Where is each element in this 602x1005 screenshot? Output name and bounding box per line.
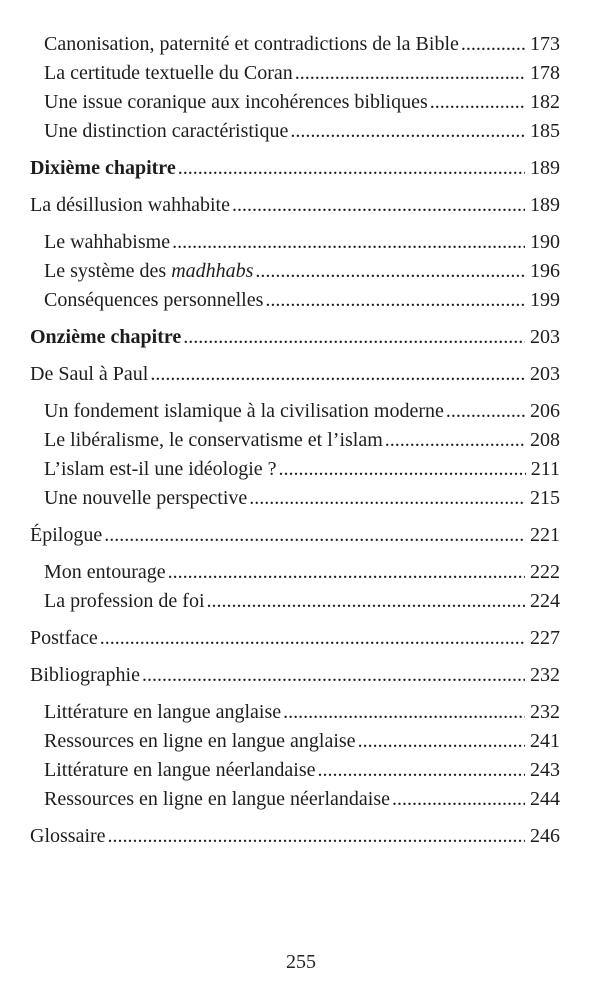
toc-entry-title-text: Canonisation, paternité et contradictions de la Bible — [44, 33, 459, 55]
toc-entry-title-text: Littérature en langue anglaise — [44, 701, 282, 723]
toc-entry-page: 244 — [530, 788, 560, 810]
toc-entry — [30, 154, 560, 183]
toc-entry-title — [44, 88, 428, 117]
toc-entry-page: 173 — [530, 33, 560, 55]
toc-entry-page: 203 — [530, 363, 560, 385]
dot-leader — [277, 455, 526, 484]
toc-entry-title — [30, 822, 106, 851]
toc-entry — [44, 587, 560, 616]
toc-entry-title — [44, 455, 277, 484]
toc-entry — [44, 228, 560, 257]
dot-leader — [383, 426, 525, 455]
toc-entry-title — [44, 785, 390, 814]
toc-entry — [44, 30, 560, 59]
toc-entry-title — [44, 397, 444, 426]
toc-entry-title — [44, 228, 170, 257]
toc-entry — [44, 484, 560, 513]
dot-leader — [288, 117, 525, 146]
toc-entry-title-text: Postface — [30, 627, 98, 649]
toc-entry-page: 232 — [530, 664, 560, 686]
toc-entry-title-text: Épilogue — [30, 524, 103, 546]
toc-entry — [44, 785, 560, 814]
toc-entry — [30, 661, 560, 690]
toc-entry — [44, 257, 560, 286]
toc-entry-page: 222 — [530, 561, 560, 583]
toc-entry — [30, 323, 560, 352]
toc-entry-title — [44, 727, 356, 756]
toc-entry-title — [30, 154, 176, 183]
toc-entry — [30, 822, 560, 851]
toc-entry — [44, 455, 560, 484]
toc-entry-title-italic: madhhabs — [171, 260, 254, 282]
toc-entry-page: 224 — [530, 590, 560, 612]
toc-entry-title — [44, 558, 166, 587]
toc-entry-page: 241 — [530, 730, 560, 752]
toc-entry-page: 215 — [530, 487, 560, 509]
dot-leader — [428, 88, 525, 117]
toc-entry-title-text: Une issue coranique aux incohérences bibliques — [44, 91, 428, 113]
dot-leader — [247, 484, 525, 513]
toc-entry-title — [44, 756, 316, 785]
toc-entry-title-text: La profession de foi — [44, 590, 205, 612]
toc-entry — [44, 88, 560, 117]
dot-leader — [356, 727, 525, 756]
toc-entry — [44, 558, 560, 587]
dot-leader — [444, 397, 525, 426]
dot-leader — [253, 257, 525, 286]
toc-entry-title-text: Une nouvelle perspective — [44, 487, 248, 509]
toc-entry-title-text: Mon entourage — [44, 561, 166, 583]
toc-entry-page: 232 — [530, 701, 560, 723]
toc-entry-page: 243 — [530, 759, 560, 781]
toc-entry-title-text: Conséquences personnelles — [44, 289, 264, 311]
toc-entry-title-text: Le wahhabisme — [44, 231, 171, 253]
toc-entry-page: 208 — [530, 429, 560, 451]
toc-entry-title — [30, 191, 230, 220]
dot-leader — [281, 698, 525, 727]
dot-leader — [98, 624, 525, 653]
toc-entry — [44, 59, 560, 88]
toc-entry-page: 189 — [530, 194, 560, 216]
toc-entry — [44, 286, 560, 315]
dot-leader — [205, 587, 525, 616]
toc-entry-title-text: L’islam est-il une idéologie ? — [44, 458, 277, 480]
dot-leader — [230, 191, 525, 220]
toc-entry-title — [44, 30, 459, 59]
dot-leader — [263, 286, 525, 315]
toc-entry-title — [44, 257, 253, 286]
toc-entry-title — [44, 587, 205, 616]
toc-entry — [30, 521, 560, 550]
toc-entry-title-text: Littérature en langue néerlandaise — [44, 759, 316, 781]
dot-leader — [316, 756, 525, 785]
dot-leader — [176, 154, 525, 183]
toc-entry — [30, 360, 560, 389]
toc-entry-title-text: Le libéralisme, le conservatisme et l’islam — [44, 429, 383, 451]
toc-entry-page: 227 — [530, 627, 560, 649]
toc-entry-title — [44, 59, 293, 88]
toc-entry — [44, 117, 560, 146]
dot-leader — [390, 785, 525, 814]
toc-entry-page: 206 — [530, 400, 560, 422]
toc-entry-title-text: Ressources en ligne en langue néerlandaise — [44, 788, 390, 810]
dot-leader — [140, 661, 525, 690]
toc-entry-title — [30, 323, 181, 352]
toc-entry-page: 221 — [530, 524, 560, 546]
toc-entry-page: 211 — [530, 458, 560, 480]
toc-entry — [30, 191, 560, 220]
dot-leader — [102, 521, 525, 550]
toc-entry-title-text: Glossaire — [30, 825, 106, 847]
toc-entry-title-text: La désillusion wahhabite — [30, 194, 230, 216]
toc-entry — [30, 624, 560, 653]
toc-entry-title — [30, 521, 102, 550]
toc-entry-title — [44, 117, 288, 146]
toc-entry-page: 185 — [530, 120, 560, 142]
toc-entry-title — [44, 698, 281, 727]
toc-entry-title-text: De Saul à Paul — [30, 363, 149, 385]
toc-entry-title-text: Le système des — [44, 260, 172, 282]
toc-entry-title — [30, 360, 148, 389]
toc-entry-title-text: Onzième chapitre — [30, 326, 182, 348]
toc-entry — [44, 756, 560, 785]
toc-entry-title — [44, 484, 247, 513]
toc-entry-title-text: Une distinction caractéristique — [44, 120, 289, 142]
toc-entry-page: 190 — [530, 231, 560, 253]
dot-leader — [459, 30, 525, 59]
toc-entry-page: 196 — [530, 260, 560, 282]
toc-entry — [44, 698, 560, 727]
toc-entry — [44, 397, 560, 426]
toc-entry-title-text: Bibliographie — [30, 664, 140, 686]
toc-entry-title — [30, 661, 140, 690]
toc-entry-page: 246 — [530, 825, 560, 847]
toc-entry-title-text: Dixième chapitre — [30, 157, 176, 179]
toc-entry-page: 178 — [530, 62, 560, 84]
toc-entry-page: 182 — [530, 91, 560, 113]
toc-entry-page: 203 — [530, 326, 560, 348]
folio-page-number: 255 — [286, 951, 316, 973]
toc-entry-title — [44, 286, 263, 315]
toc-entry-title — [30, 624, 98, 653]
toc-entry-page: 189 — [530, 157, 560, 179]
dot-leader — [148, 360, 525, 389]
dot-leader — [293, 59, 525, 88]
toc-entry-title-text: La certitude textuelle du Coran — [44, 62, 293, 84]
dot-leader — [106, 822, 525, 851]
toc-entry-title-text: Un fondement islamique à la civilisation moderne — [44, 400, 444, 422]
toc-entry-title-text: Ressources en ligne en langue anglaise — [44, 730, 356, 752]
toc-entry — [44, 426, 560, 455]
toc-entry-page: 199 — [530, 289, 560, 311]
dot-leader — [170, 228, 525, 257]
toc-entry-title — [44, 426, 383, 455]
dot-leader — [181, 323, 525, 352]
dot-leader — [166, 558, 525, 587]
toc-entry — [44, 727, 560, 756]
